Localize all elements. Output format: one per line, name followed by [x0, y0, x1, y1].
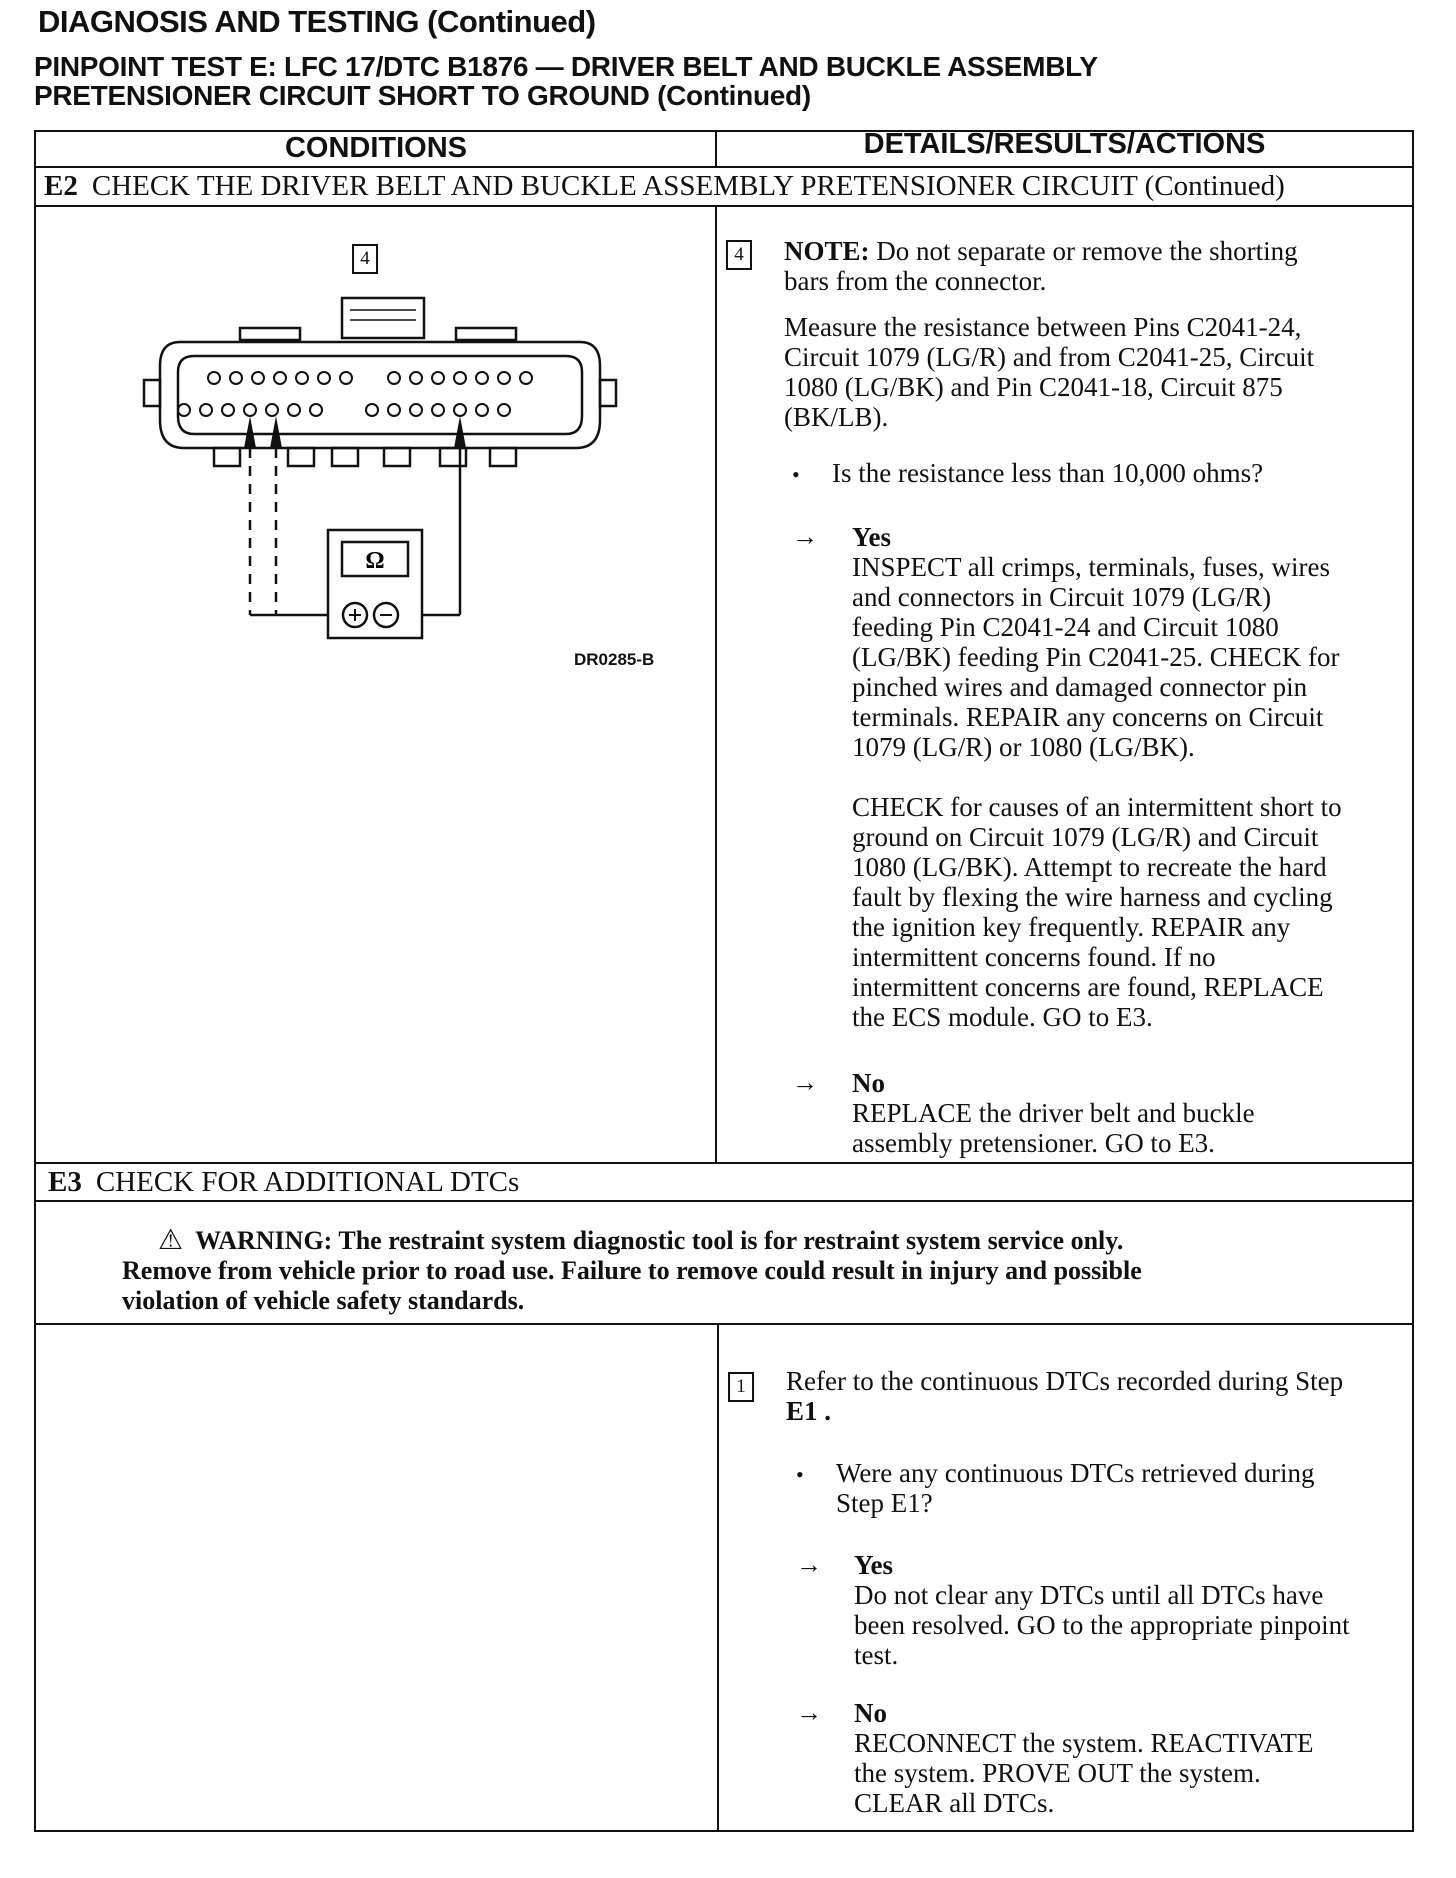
- yes-line: ground on Circuit 1079 (LG/R) and Circuit: [852, 822, 1319, 852]
- e3-question: [836, 1458, 1396, 1518]
- no-label: No: [852, 1068, 885, 1098]
- arrow-icon: →: [792, 522, 818, 551]
- note-text-2: bars from the connector.: [784, 266, 1047, 296]
- yes-line: been resolved. GO to the appropriate pinpoint: [854, 1610, 1350, 1640]
- test-title-line-1: PINPOINT TEST E: LFC 17/DTC B1876 — DRIVER BELT AND BUCKLE ASSEMBLY: [34, 51, 1098, 82]
- warning-block: [122, 1226, 1302, 1316]
- arrow-icon: →: [796, 1698, 822, 1727]
- arrow-icon: →: [796, 1550, 822, 1579]
- test-title-line-2: PRETENSIONER CIRCUIT SHORT TO GROUND (Continued): [34, 80, 811, 111]
- connector-tab-right: [456, 328, 516, 340]
- e2-question: Is the resistance less than 10,000 ohms?: [832, 458, 1264, 488]
- e2-yes-block: [852, 522, 1412, 1032]
- yes-line: the ECS module. GO to E3.: [852, 1002, 1153, 1032]
- no-line: the system. PROVE OUT the system.: [854, 1758, 1261, 1788]
- ohm-symbol: Ω: [365, 548, 385, 574]
- measure-line: Measure the resistance between Pins C2041-24,: [784, 312, 1302, 342]
- yes-line: and connectors in Circuit 1079 (LG/R): [852, 582, 1272, 612]
- yes-line: fault by flexing the wire harness and cycling: [852, 882, 1333, 912]
- yes-line: intermittent concerns are found, REPLACE: [852, 972, 1324, 1002]
- warning-icon: ⚠: [158, 1225, 184, 1256]
- figure-step-box: 4: [352, 244, 378, 274]
- warning-line: WARNING: The restraint system diagnostic tool is for restraint system service only.: [195, 1226, 1124, 1255]
- meter-probes: [244, 416, 466, 448]
- test-title: [34, 52, 1098, 110]
- note-paragraph: [784, 236, 1404, 296]
- e3-yes-block: [854, 1550, 1414, 1670]
- question-line: Step E1?: [836, 1488, 933, 1518]
- refer-line: E1 .: [786, 1396, 832, 1426]
- no-line: REPLACE the driver belt and buckle: [852, 1098, 1255, 1128]
- step-e3-id: E3: [48, 1166, 82, 1198]
- note-label: NOTE:: [784, 236, 870, 266]
- warning-line: Remove from vehicle prior to road use. Failure to remove could result in injury and possible: [122, 1256, 1142, 1285]
- connector-diagram: [110, 270, 630, 670]
- e3-no-block: [854, 1698, 1414, 1818]
- connector-pin-row-bottom: [178, 404, 510, 416]
- note-text: Do not separate or remove the shorting: [869, 236, 1298, 266]
- refer-line: Refer to the continuous DTCs recorded during Step: [786, 1366, 1344, 1396]
- yes-line: test.: [854, 1640, 899, 1670]
- connector-outer-shell: [160, 342, 600, 448]
- connector-latch: [342, 298, 424, 338]
- yes-line: CHECK for causes of an intermittent short to: [852, 792, 1342, 822]
- no-line: CLEAR all DTCs.: [854, 1788, 1055, 1818]
- figure-code: DR0285-B: [574, 650, 655, 669]
- no-line: assembly pretensioner. GO to E3.: [852, 1128, 1215, 1158]
- action-step-box-e3: 1: [728, 1372, 754, 1402]
- yes-line: 1080 (LG/BK). Attempt to recreate the hard: [852, 852, 1327, 882]
- measure-line: (BK/LB).: [784, 402, 889, 432]
- question-line: Were any continuous DTCs retrieved during: [836, 1458, 1315, 1488]
- connector-tab-left: [240, 328, 300, 340]
- bullet-icon: •: [792, 462, 800, 487]
- measure-paragraph: [784, 312, 1404, 432]
- action-step-box-e2: 4: [726, 240, 752, 270]
- section-title: DIAGNOSIS AND TESTING (Continued): [38, 4, 596, 39]
- yes-line: feeding Pin C2041-24 and Circuit 1080: [852, 612, 1279, 642]
- step-e2-id: E2: [44, 170, 78, 202]
- step-e3-title: CHECK FOR ADDITIONAL DTCs: [95, 1166, 520, 1198]
- column-header-conditions: CONDITIONS: [284, 132, 468, 164]
- refer-paragraph: [786, 1366, 1406, 1426]
- yes-line: pinched wires and damaged connector pin: [852, 672, 1308, 702]
- step-e2-title: CHECK THE DRIVER BELT AND BUCKLE ASSEMBLY PRETENSIONER CIRCUIT (Continued): [91, 170, 1285, 202]
- yes-line: intermittent concerns found. If no: [852, 942, 1216, 972]
- no-label: No: [854, 1698, 887, 1728]
- measure-line: Circuit 1079 (LG/R) and from C2041-25, Circuit: [784, 342, 1315, 372]
- connector-pin-row-top: [208, 372, 532, 384]
- arrow-icon: →: [792, 1068, 818, 1097]
- yes-line: 1079 (LG/R) or 1080 (LG/BK).: [852, 732, 1195, 762]
- column-header-details: DETAILS/RESULTS/ACTIONS: [863, 128, 1266, 160]
- measure-line: 1080 (LG/BK) and Pin C2041-18, Circuit 875: [784, 372, 1283, 402]
- step-e2-bar: [44, 170, 1285, 203]
- yes-label: Yes: [854, 1550, 893, 1580]
- yes-line: (LG/BK) feeding Pin C2041-25. CHECK for: [852, 642, 1340, 672]
- yes-line: terminals. REPAIR any concerns on Circuit: [852, 702, 1324, 732]
- no-line: RECONNECT the system. REACTIVATE: [854, 1728, 1314, 1758]
- step-e3-bar: [48, 1166, 519, 1199]
- warning-line: violation of vehicle safety standards.: [122, 1286, 525, 1315]
- e2-no-block: [852, 1068, 1412, 1158]
- yes-line: Do not clear any DTCs until all DTCs have: [854, 1580, 1324, 1610]
- yes-line: INSPECT all crimps, terminals, fuses, wires: [852, 552, 1330, 582]
- bullet-icon: •: [796, 1462, 804, 1487]
- yes-label: Yes: [852, 522, 891, 552]
- yes-line: the ignition key frequently. REPAIR any: [852, 912, 1291, 942]
- connector-inner-shell: [178, 356, 582, 434]
